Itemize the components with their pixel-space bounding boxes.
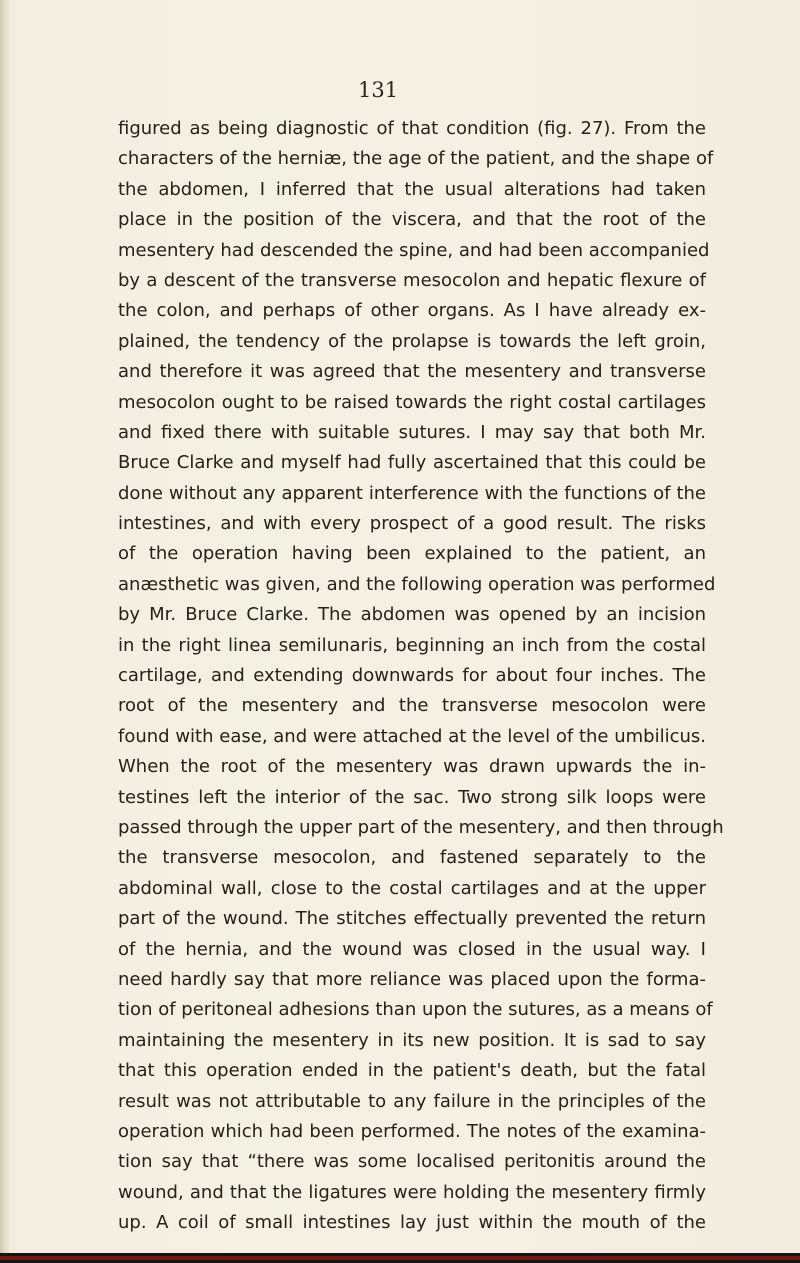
text-line: maintaining the mesentery in its new position. It is sad to say [118,1029,706,1051]
text-line: found with ease, and were attached at the level of the umbilicus. [118,725,706,747]
text-line: cartilage, and extending downwards for about four inches. The [118,665,706,687]
text-line: need hardly say that more reliance was placed upon the forma- [118,968,706,990]
text-line: operation which had been performed. The notes of the examina- [118,1120,706,1142]
text-line: root of the mesentery and the transverse mesocolon were [118,695,706,717]
page-number: 131 [358,78,399,102]
text-line: part of the wound. The stitches effectually prevented the return [118,908,706,930]
text-line: result was not attributable to any failure in the principles of the [118,1090,706,1112]
text-line: and therefore it was agreed that the mesentery and transverse [118,361,706,383]
page-gutter-shadow [0,0,10,1263]
text-line: anæsthetic was given, and the following operation was performed [118,573,716,595]
text-line: up. A coil of small intestines lay just within the mouth of the [118,1212,706,1234]
text-line: When the root of the mesentery was drawn upwards the in- [118,756,706,778]
text-line: mesocolon ought to be raised towards the right costal cartilages [118,391,706,413]
text-line: tion say that “there was some localised peritonitis around the [118,1151,706,1173]
text-line: testines left the interior of the sac. Two strong silk loops were [118,786,706,808]
text-line: Bruce Clarke and myself had fully ascertained that this could be [118,452,706,474]
text-line: of the operation having been explained to the patient, an [118,543,706,565]
text-line: mesentery had descended the spine, and had been accompanied [118,239,710,261]
text-line: place in the position of the viscera, and that the root of the [118,209,706,231]
text-line: of the hernia, and the wound was closed in the usual way. I [118,938,706,960]
text-line: tion of peritoneal adhesions than upon the sutures, as a means of [118,999,713,1021]
text-line: by a descent of the transverse mesocolon and hepatic flexure of [118,269,706,291]
text-line: intestines, and with every prospect of a good result. The risks [118,513,706,535]
text-line: passed through the upper part of the mesentery, and then through [118,816,724,838]
text-line: wound, and that the ligatures were holding the mesentery firmly [118,1181,706,1203]
text-line: plained, the tendency of the prolapse is towards the left groin, [118,330,706,352]
text-line: that this operation ended in the patient's death, but the fatal [118,1060,706,1082]
text-line: in the right linea semilunaris, beginning an inch from the costal [118,634,706,656]
text-line: done without any apparent interference with the functions of the [118,482,706,504]
text-line: and fixed there with suitable sutures. I may say that both Mr. [118,421,706,443]
page-bottom-edge-stripe [0,1256,800,1260]
text-line: characters of the herniæ, the age of the patient, and the shape of [118,148,714,170]
text-line: abdominal wall, close to the costal cartilages and at the upper [118,877,706,899]
text-line: by Mr. Bruce Clarke. The abdomen was opened by an incision [118,604,706,626]
text-line: the transverse mesocolon, and fastened separately to the [118,847,706,869]
text-line: the abdomen, I inferred that the usual alterations had taken [118,178,706,200]
text-line: figured as being diagnostic of that condition (fig. 27). From the [118,118,706,139]
text-line: the colon, and perhaps of other organs. As I have already ex- [118,300,706,322]
body-text [118,114,724,1238]
